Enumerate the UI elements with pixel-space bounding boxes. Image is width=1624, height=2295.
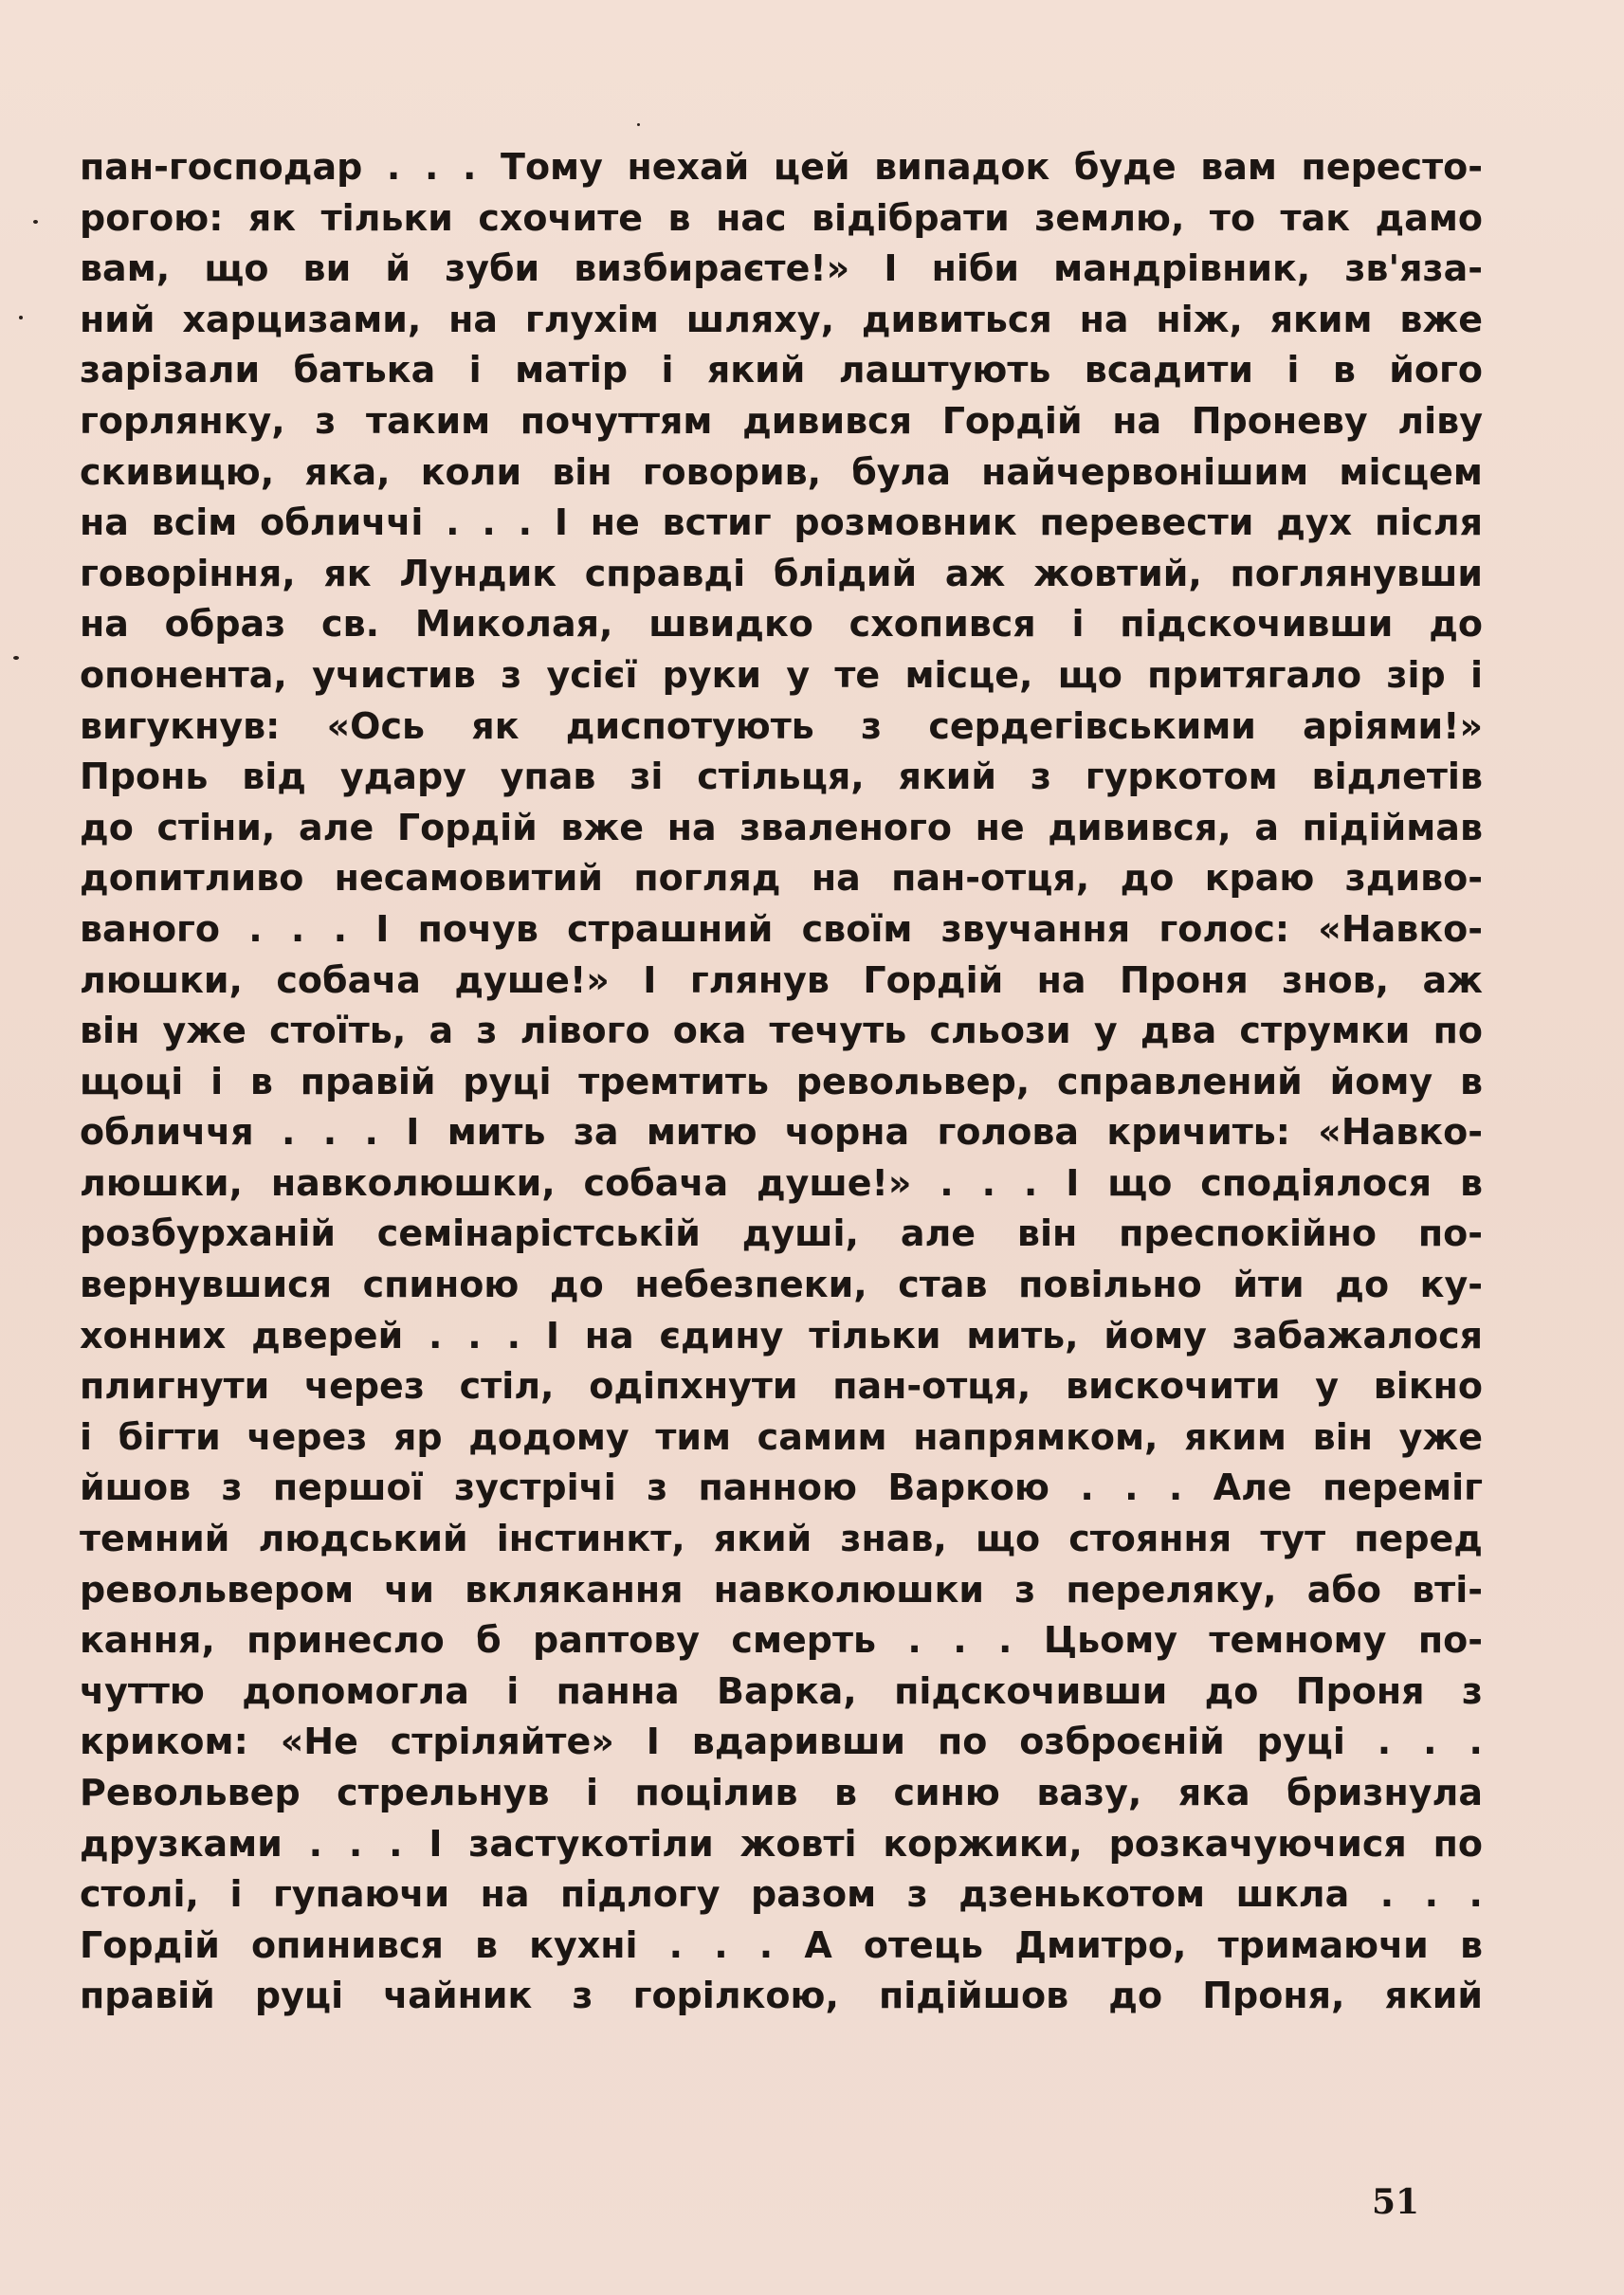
text-line: на всім обличчі . . . І не встиг розмовник перевести дух після: [80, 501, 1483, 544]
text-line: до стіни, але Гордій вже на зваленого не дивився, а підіймав: [80, 806, 1483, 848]
text-line: горлянку, з таким почуттям дивився Гордій на Проневу ліву: [80, 399, 1483, 442]
text-line: рогою: як тільки схочите в нас відібрати землю, то так дамо: [80, 196, 1483, 239]
page-number: 51: [1371, 2182, 1420, 2222]
text-line: обличчя . . . І мить за митю чорна голова кричить: «Навко-: [80, 1111, 1483, 1154]
text-line: йшов з першої зустрічі з панною Варкою . . . Але переміг: [80, 1466, 1483, 1509]
text-line: вернувшися спиною до небезпеки, став повільно йти до ку-: [80, 1264, 1483, 1306]
text-line: допитливо несамовитий погляд на пан-отця, до краю здиво-: [80, 857, 1483, 900]
text-line: револьвером чи вклякання навколюшки з переляку, або вті-: [80, 1568, 1483, 1611]
ink-speck: [637, 123, 640, 126]
text-line: ваного . . . І почув страшний своїм звучання голос: «Навко-: [80, 907, 1483, 950]
text-line: і бігти через яр додому тим самим напрямком, яким він уже: [80, 1415, 1483, 1458]
text-line: криком: «Не стріляйте» І вдаривши по озброєній руці . . .: [80, 1721, 1483, 1763]
text-line: опонента, учистив з усієї руки у те місце, що притягало зір і: [80, 653, 1483, 696]
text-line: правій руці чайник з горілкою, підійшов до Проня, який: [80, 1975, 1483, 2017]
text-line: чуттю допомогла і панна Варка, підскочивши до Проня з: [80, 1669, 1483, 1712]
text-line: пан-господар . . . Тому нехай цей випадок буде вам пересто-: [80, 146, 1483, 188]
text-line: хонних дверей . . . І на єдину тільки мить, йому забажалося: [80, 1314, 1483, 1357]
text-line: люшки, навколюшки, собача душе!» . . . І що сподіялося в: [80, 1161, 1483, 1204]
text-line: вигукнув: «Ось як диспотують з сердегівськими аріями!»: [80, 704, 1483, 747]
body-text: [80, 142, 1483, 2022]
text-line: Гордій опинився в кухні . . . А отець Дмитро, тримаючи в: [80, 1923, 1483, 1966]
ink-speck: [13, 656, 19, 660]
text-line: люшки, собача душе!» І глянув Гордій на Проня знов, аж: [80, 958, 1483, 1001]
text-line: розбурханій семінарістській душі, але він преспокійно по-: [80, 1212, 1483, 1255]
text-line: щоці і в правій руці тремтить револьвер, справлений йому в: [80, 1060, 1483, 1102]
ink-speck: [19, 316, 23, 319]
text-line: Револьвер стрельнув і поцілив в синю вазу, яка бризнула: [80, 1772, 1483, 1813]
text-line: Пронь від удару упав зі стільця, який з гуркотом відлетів: [80, 756, 1483, 798]
text-line: вам, що ви й зуби визбираєте!» І ніби мандрівник, зв'яза-: [80, 247, 1483, 290]
ink-speck: [33, 220, 38, 224]
text-line: столі, і гупаючи на підлогу разом з дзенькотом шкла . . .: [80, 1873, 1483, 1916]
text-line: друзками . . . І застукотіли жовті коржики, розкачуючися по: [80, 1822, 1483, 1865]
text-line: плигнути через стіл, одіпхнути пан-отця, вискочити у вікно: [80, 1365, 1483, 1408]
text-line: кання, принесло б раптову смерть . . . Цьому темному по-: [80, 1619, 1483, 1662]
text-line: скивицю, яка, коли він говорив, була найчервонішим місцем: [80, 450, 1483, 493]
text-line: говоріння, як Лундик справді блідий аж жовтий, поглянувши: [80, 552, 1483, 594]
text-line: зарізали батька і матір і який лаштують всадити і в його: [80, 349, 1483, 392]
text-line: на образ св. Миколая, швидко схопився і підскочивши до: [80, 603, 1483, 646]
text-line: він уже стоїть, а з лівого ока течуть сльози у два струмки по: [80, 1010, 1483, 1052]
text-line: ний харцизами, на глухім шляху, дивиться на ніж, яким вже: [80, 298, 1483, 340]
text-line: темний людський інстинкт, який знав, що стояння тут перед: [80, 1518, 1483, 1560]
